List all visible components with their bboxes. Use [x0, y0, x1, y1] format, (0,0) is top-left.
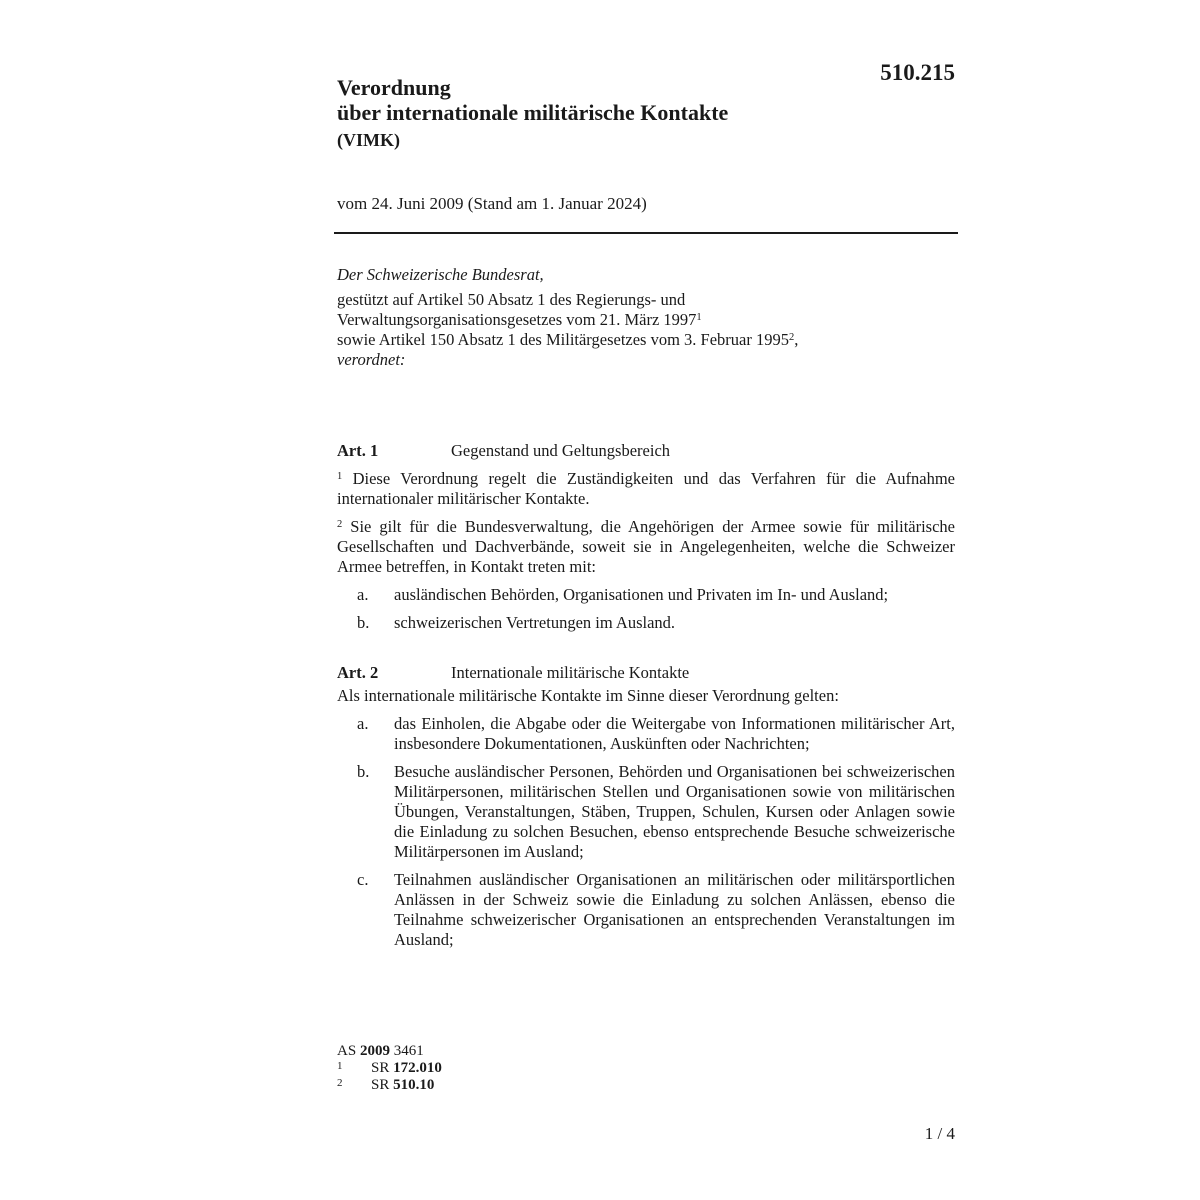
list-item-label: a.	[357, 714, 369, 733]
list-item-text: ausländischen Behörden, Organisationen und Privaten im In- und Ausland;	[394, 585, 889, 604]
title-line-1: Verordnung	[337, 75, 451, 100]
footnote-ref-2[interactable]: 2	[789, 332, 795, 343]
footnote-text	[371, 1060, 442, 1077]
list-item-text: Teilnahmen ausländischer Organisationen an militärischen oder militärsportlichen Anlässen in der Schweiz sowie die Einladung zu solchen Anlässen, ebenso die Teilnahme schweizerischer Organisationen an entsprechenden Veranstaltungen im Ausland;	[394, 870, 955, 949]
footnote-mark: 2	[337, 1077, 343, 1089]
preamble-basis-line-1: gestützt auf Artikel 50 Absatz 1 des Regierungs- und	[337, 290, 686, 309]
article-2-heading	[337, 663, 955, 683]
preamble	[337, 265, 957, 370]
list-item	[337, 714, 955, 754]
footnote-2	[337, 1077, 442, 1094]
article-2-number: Art. 2	[337, 663, 379, 682]
footnote-mark: 1	[337, 1060, 343, 1072]
title-line-2: über internationale militärische Kontakte	[337, 100, 729, 125]
article-1-title: Gegenstand und Geltungsbereich	[451, 441, 671, 460]
footnote-sr-link[interactable]: 172.010	[393, 1060, 442, 1076]
article-1-heading	[337, 441, 955, 461]
article-1-paragraph-2	[337, 517, 955, 577]
footnotes	[337, 1043, 442, 1094]
list-item-text: schweizerischen Vertretungen im Ausland.	[394, 613, 676, 632]
header-divider	[334, 232, 958, 234]
footnote-sr-link[interactable]: 510.10	[393, 1077, 435, 1093]
as-page: 3461	[389, 1043, 424, 1059]
list-item-label: b.	[357, 613, 370, 632]
preamble-authority: Der Schweizerische Bundesrat,	[337, 265, 544, 284]
paragraph-mark-2: 2	[337, 519, 343, 530]
article-1-paragraph-1-text: Diese Verordnung regelt die Zuständigkeiten und das Verfahren für die Aufnahme internationaler militärischer Kontakte.	[337, 469, 955, 508]
official-collection-ref	[337, 1043, 442, 1060]
list-item-label: b.	[357, 762, 370, 781]
sr-number: 510.215	[880, 60, 955, 85]
preamble-basis-text-2: Verwaltungsorganisationsgesetzes vom 21. März 1997	[337, 310, 697, 329]
list-item	[337, 585, 955, 605]
preamble-basis-line-3	[337, 330, 957, 350]
list-item-label: c.	[357, 870, 369, 889]
footnote-1	[337, 1060, 442, 1077]
article-2	[337, 663, 955, 950]
footnote-prefix: SR	[371, 1060, 394, 1076]
footnote-text	[371, 1077, 434, 1094]
page-number: 1 / 4	[924, 1124, 955, 1143]
article-2-title: Internationale militärische Kontakte	[451, 663, 690, 682]
document-title	[337, 75, 728, 153]
title-abbreviation: (VIMK)	[337, 130, 400, 150]
as-year: 2009	[359, 1043, 390, 1059]
list-item	[337, 613, 955, 633]
list-item-label: a.	[357, 585, 369, 604]
preamble-basis-text-3: sowie Artikel 150 Absatz 1 des Militärgesetzes vom 3. Februar 1995	[337, 330, 789, 349]
article-2-intro: Als internationale militärische Kontakte im Sinne dieser Verordnung gelten:	[337, 686, 839, 705]
list-item	[337, 762, 955, 862]
footnote-prefix: SR	[371, 1077, 394, 1093]
article-1-paragraph-1	[337, 469, 955, 509]
as-prefix: AS	[337, 1043, 360, 1059]
article-1-number: Art. 1	[337, 441, 379, 460]
paragraph-mark-1: 1	[337, 471, 343, 482]
list-item-text: Besuche ausländischer Personen, Behörden und Organisationen bei schweizerischen Militärpersonen, militärischen Stellen und Organisationen sowie von militärischen Übungen, Veranstaltungen, Stäben, Truppen, Schulen, Kursen oder Anlagen sowie die Einladung zu solchen Besuchen, ebenso entsprechende Besuche schweizerische Militärpersonen im Ausland;	[394, 762, 955, 861]
preamble-basis-line-2	[337, 310, 957, 330]
preamble-verb: verordnet:	[337, 350, 406, 369]
footnote-ref-1[interactable]: 1	[696, 312, 702, 323]
article-1-paragraph-2-text: Sie gilt für die Bundesverwaltung, die Angehörigen der Armee sowie für militärische Gesellschaften und Dachverbände, soweit sie in Angelegenheiten, welche die Schweizer Armee betreffen, in Kontakt treten mit:	[337, 517, 955, 576]
list-item	[337, 870, 955, 950]
list-item-text: das Einholen, die Abgabe oder die Weitergabe von Informationen militärischer Art, insbesondere Dokumentationen, Auskünften oder Nachrichten;	[394, 714, 955, 753]
preamble-basis-comma: ,	[794, 330, 799, 349]
article-1	[337, 441, 955, 633]
date-line: vom 24. Juni 2009 (Stand am 1. Januar 2024)	[337, 194, 647, 213]
